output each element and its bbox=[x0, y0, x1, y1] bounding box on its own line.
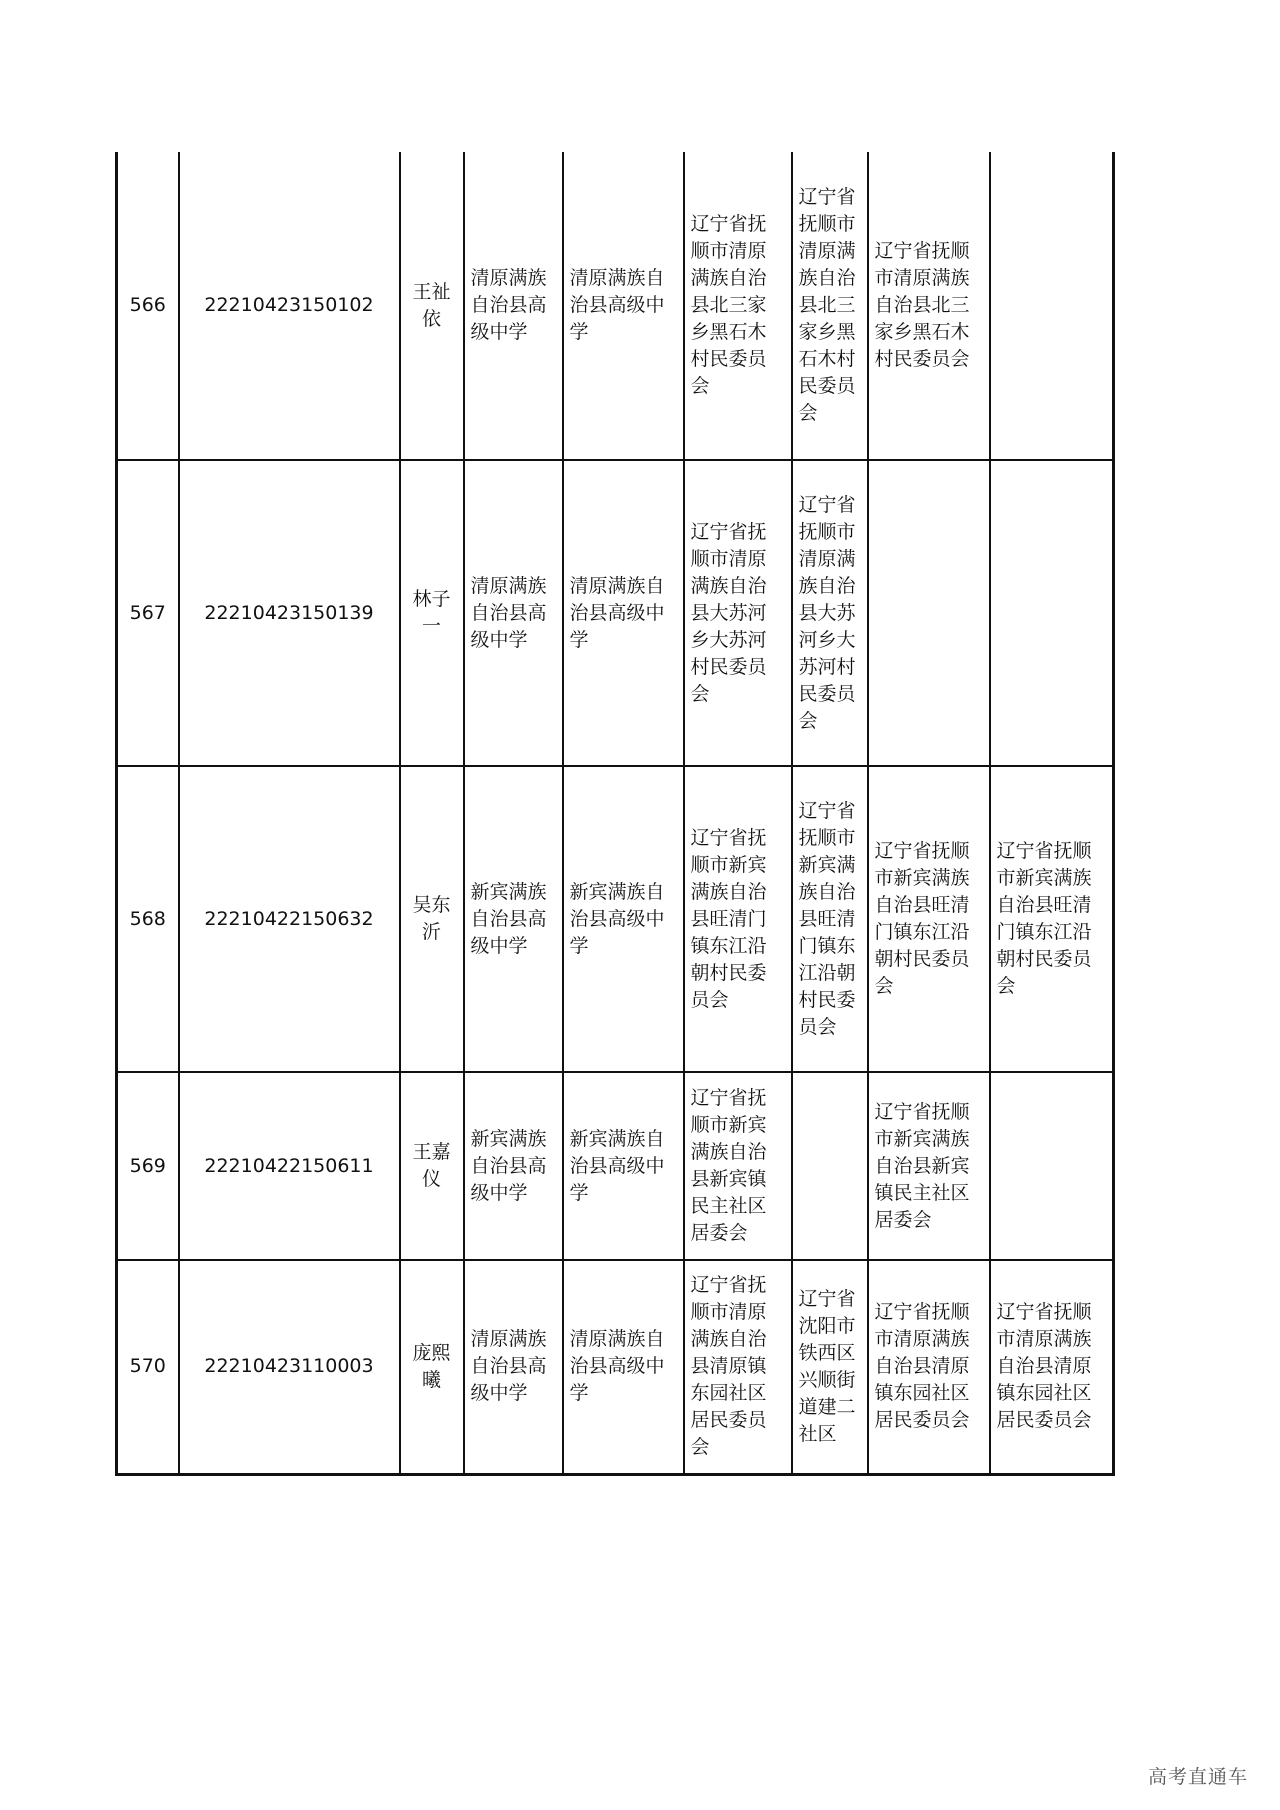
school-cell: 清原满族自治县高级中学 bbox=[464, 152, 563, 460]
household-address-cell: 辽宁省抚顺市清原满族自治县大苏河乡大苏河村民委员会 bbox=[684, 460, 792, 766]
school-cell: 清原满族自治县高级中学 bbox=[464, 460, 563, 766]
guardian-address-cell bbox=[868, 460, 990, 766]
student-roster-table bbox=[115, 152, 1115, 1476]
school-cell: 新宾满族自治县高级中学 bbox=[464, 1072, 563, 1260]
graduating-school-cell: 清原满族自治县高级中学 bbox=[563, 1260, 684, 1474]
other-address-cell bbox=[990, 1072, 1114, 1260]
student-name-cell: 王嘉仪 bbox=[400, 1072, 464, 1260]
other-address-cell: 辽宁省抚顺市新宾满族自治县旺清门镇东江沿朝村民委员会 bbox=[990, 766, 1114, 1072]
exam-id-cell: 22210423110003 bbox=[179, 1260, 400, 1474]
student-name-cell: 吴东沂 bbox=[400, 766, 464, 1072]
guardian-address-cell: 辽宁省抚顺市新宾满族自治县旺清门镇东江沿朝村民委员会 bbox=[868, 766, 990, 1072]
exam-id-cell: 22210423150102 bbox=[179, 152, 400, 460]
residence-address-cell: 辽宁省抚顺市清原满族自治县大苏河乡大苏河村民委员会 bbox=[792, 460, 868, 766]
other-address-cell: 辽宁省抚顺市清原满族自治县清原镇东园社区居民委员会 bbox=[990, 1260, 1114, 1474]
graduating-school-cell: 清原满族自治县高级中学 bbox=[563, 152, 684, 460]
graduating-school-cell: 新宾满族自治县高级中学 bbox=[563, 1072, 684, 1260]
residence-address-cell bbox=[792, 1072, 868, 1260]
guardian-address-cell: 辽宁省抚顺市清原满族自治县北三家乡黑石木村民委员会 bbox=[868, 152, 990, 460]
other-address-cell bbox=[990, 152, 1114, 460]
graduating-school-cell: 新宾满族自治县高级中学 bbox=[563, 766, 684, 1072]
row-number-cell: 566 bbox=[117, 152, 179, 460]
household-address-cell: 辽宁省抚顺市清原满族自治县清原镇东园社区居民委员会 bbox=[684, 1260, 792, 1474]
residence-address-cell: 辽宁省抚顺市新宾满族自治县旺清门镇东江沿朝村民委员会 bbox=[792, 766, 868, 1072]
student-name-cell: 王祉依 bbox=[400, 152, 464, 460]
row-number-cell: 567 bbox=[117, 460, 179, 766]
table-row bbox=[117, 766, 1114, 1072]
residence-address-cell: 辽宁省沈阳市铁西区兴顺街道建二社区 bbox=[792, 1260, 868, 1474]
school-cell: 新宾满族自治县高级中学 bbox=[464, 766, 563, 1072]
other-address-cell bbox=[990, 460, 1114, 766]
household-address-cell: 辽宁省抚顺市新宾满族自治县旺清门镇东江沿朝村民委员会 bbox=[684, 766, 792, 1072]
table-row bbox=[117, 152, 1114, 460]
table-row bbox=[117, 1260, 1114, 1474]
table-row bbox=[117, 1072, 1114, 1260]
row-number-cell: 570 bbox=[117, 1260, 179, 1474]
watermark-label: 高考直通车 bbox=[1147, 1766, 1248, 1788]
exam-id-cell: 22210422150611 bbox=[179, 1072, 400, 1260]
guardian-address-cell: 辽宁省抚顺市清原满族自治县清原镇东园社区居民委员会 bbox=[868, 1260, 990, 1474]
table-row bbox=[117, 460, 1114, 766]
student-name-cell: 林子一 bbox=[400, 460, 464, 766]
household-address-cell: 辽宁省抚顺市新宾满族自治县新宾镇民主社区居委会 bbox=[684, 1072, 792, 1260]
graduating-school-cell: 清原满族自治县高级中学 bbox=[563, 460, 684, 766]
row-number-cell: 568 bbox=[117, 766, 179, 1072]
exam-id-cell: 22210422150632 bbox=[179, 766, 400, 1072]
residence-address-cell: 辽宁省抚顺市清原满族自治县北三家乡黑石木村民委员会 bbox=[792, 152, 868, 460]
household-address-cell: 辽宁省抚顺市清原满族自治县北三家乡黑石木村民委员会 bbox=[684, 152, 792, 460]
school-cell: 清原满族自治县高级中学 bbox=[464, 1260, 563, 1474]
guardian-address-cell: 辽宁省抚顺市新宾满族自治县新宾镇民主社区居委会 bbox=[868, 1072, 990, 1260]
student-name-cell: 庞熙曦 bbox=[400, 1260, 464, 1474]
row-number-cell: 569 bbox=[117, 1072, 179, 1260]
exam-id-cell: 22210423150139 bbox=[179, 460, 400, 766]
